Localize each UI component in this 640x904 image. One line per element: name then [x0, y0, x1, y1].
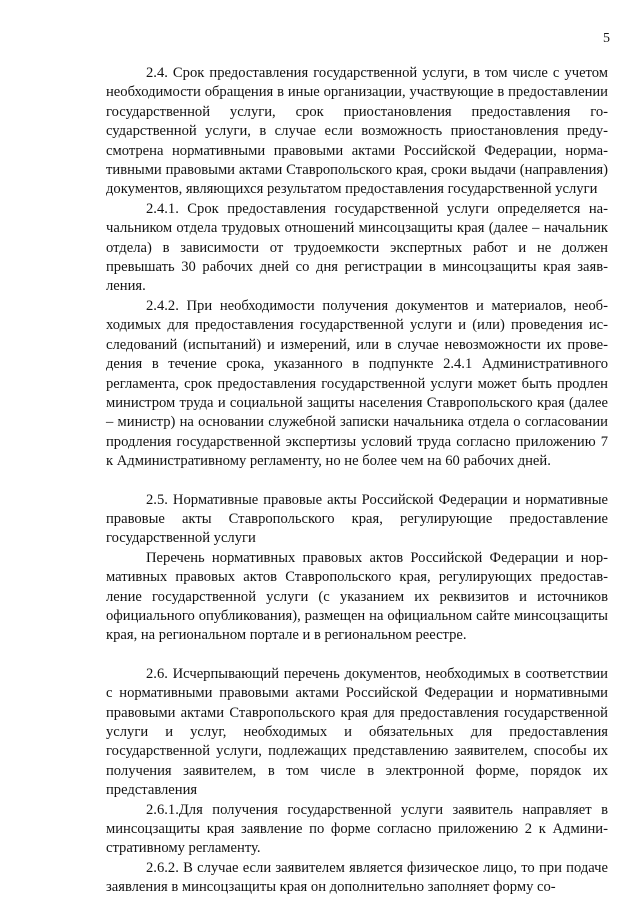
paragraph-2-4-1: 2.4.1. Срок предоставления государственной услуги определяется начальником отдела трудовых отношений минсоцзащиты края (далее – начальник отдела) в зависимости от трудоемкости экспертных работ и не должен превышать 30 рабочих дней со дня регистрации в минсоцзащиты края заявления.	[106, 200, 608, 295]
section-gap	[106, 646, 608, 665]
paragraph-2-5: 2.5. Нормативные правовые акты Российской Федерации и нормативные правовые акты Ставропольского края, регулирующие предоставление государственной услуги	[106, 491, 608, 547]
paragraph-2-4: 2.4. Срок предоставления государственной услуги, в том числе с учетом необходимости обращения в иные организации, участвующие в предоставлении государственной услуги, срок приостановления предоставления государственной услуги, в случае если возможность приостановления предусмотрена нормативными правовыми актами Российской Федерации, нормативными правовыми актами Ставропольского края, сроки выдачи (направления) документов, являющихся результатом предоставления государственной услуги	[106, 65, 608, 198]
paragraph-2-4-2: 2.4.2. При необходимости получения документов и материалов, необходимых для предоставления государственной услуги и (или) проведения исследований (испытаний) и измерений, или в случае невозможности их проведения в течение срока, указанного в подпункте 2.4.1 Административного регламента, срок предоставления государственной услуги может быть продлен министром труда и социальной защиты населения Ставропольского края (далее – министр) на основании служебной записки начальника отдела о согласовании продления государственной экспертизы условий труда согласно приложению 7 к Административному регламенту, но не более чем на 60 рабочих дней.	[106, 297, 608, 470]
paragraph-2-6-1: 2.6.1.Для получения государственной услуги заявитель направляет в минсоцзащиты края заявление по форме согласно приложению 2 к Административному регламенту.	[106, 801, 608, 857]
paragraph-2-6-2: 2.6.2. В случае если заявителем является физическое лицо, то при подаче заявления в минсоцзащиты края он дополнительно заполняет форму со-	[106, 859, 608, 896]
document-body	[106, 64, 608, 898]
paragraph-2-5-list: Перечень нормативных правовых актов Российской Федерации и нормативных правовых актов Ставропольского края, регулирующих предоставление государственной услуги (с указанием их реквизитов и источников официального опубликования), размещен на официальном сайте минсоцзащиты края, на региональном портале и в региональном реестре.	[106, 549, 608, 644]
section-gap	[106, 472, 608, 491]
page-number: 5	[603, 31, 610, 46]
paragraph-2-6: 2.6. Исчерпывающий перечень документов, необходимых в соответствии с нормативными правовыми актами Российской Федерации и нормативными правовыми актами Ставропольского края для предоставления государственной услуги и услуг, необходимых и обязательных для предоставления государственной услуги, подлежащих представлению заявителем, способы их получения заявителем, в том числе в электронной форме, порядок их представления	[106, 665, 608, 799]
